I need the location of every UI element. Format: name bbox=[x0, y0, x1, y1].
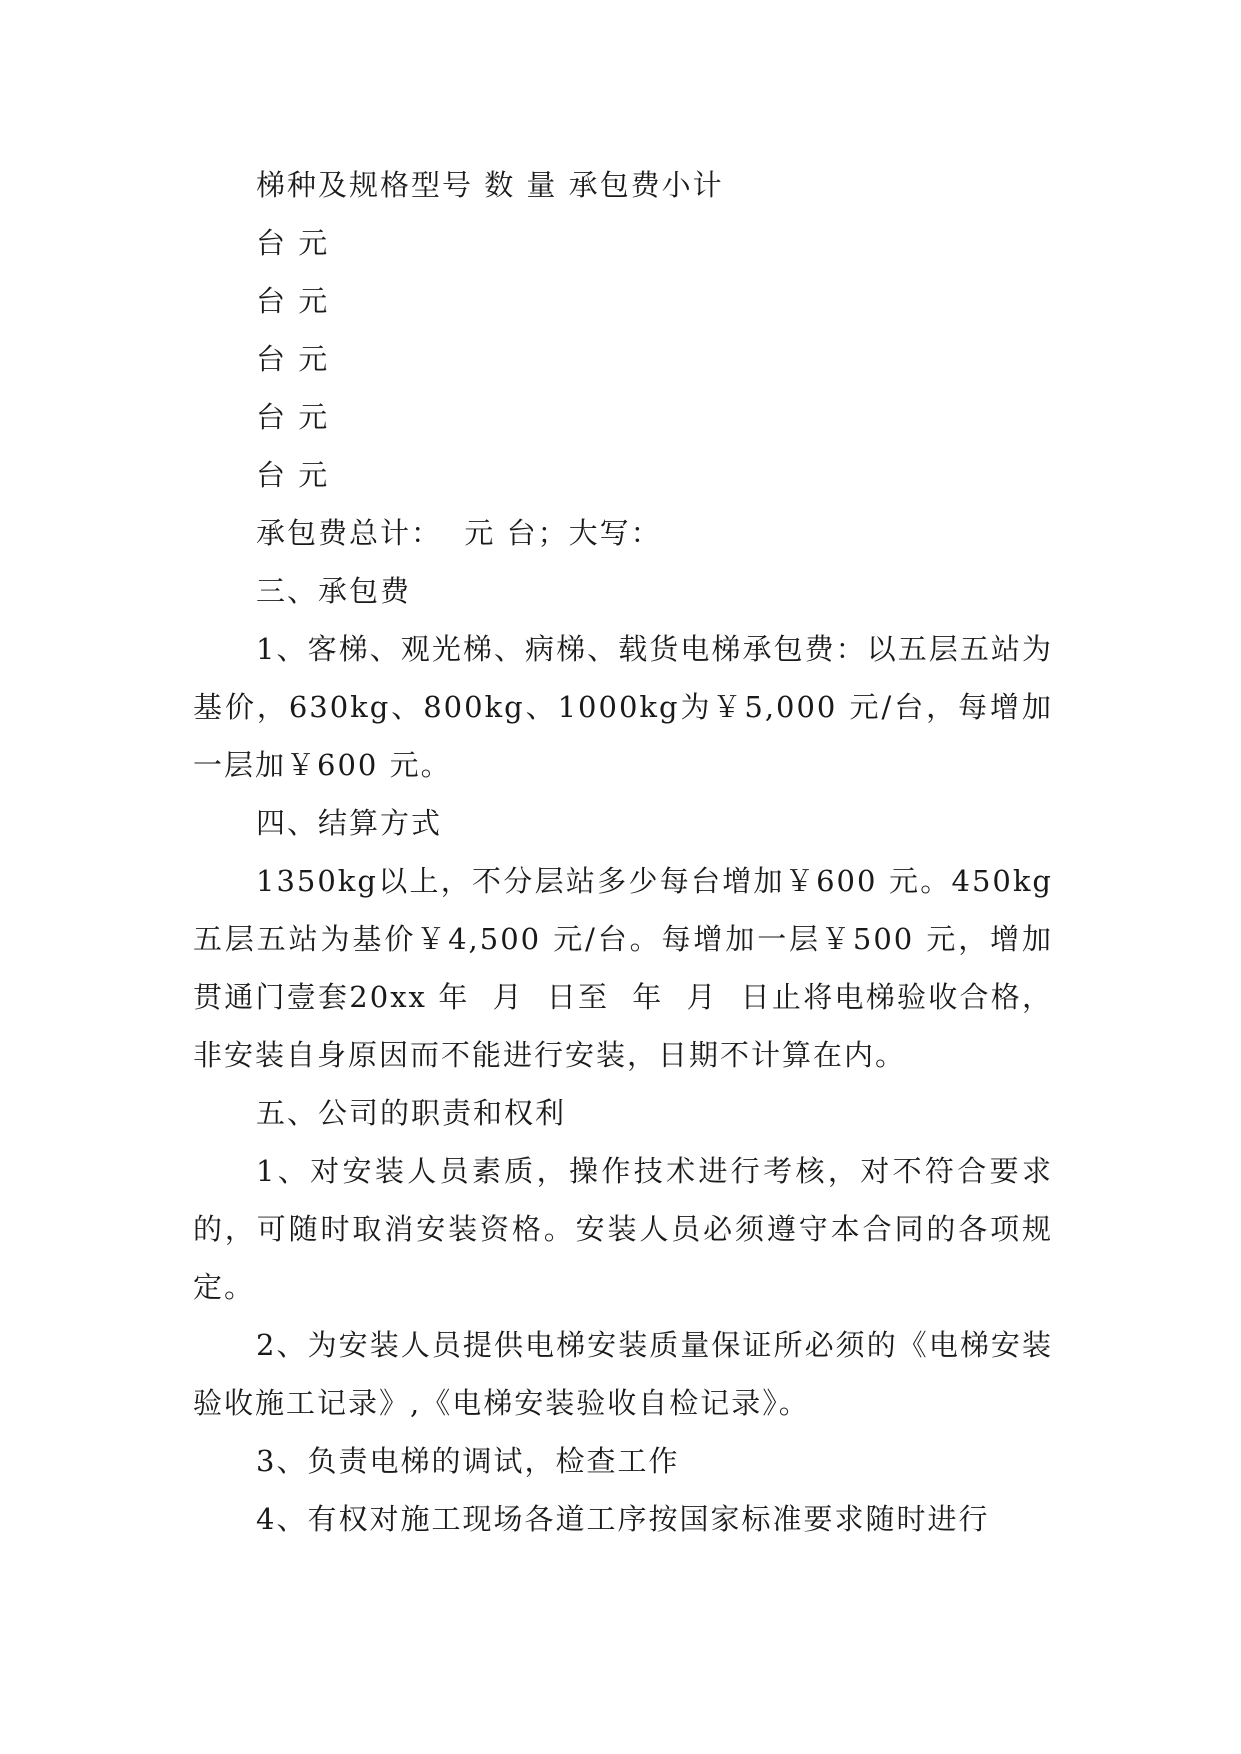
paragraph: 4、有权对施工现场各道工序按国家标准要求随时进行 bbox=[256, 1502, 990, 1536]
table-row-line: 台 元 bbox=[256, 284, 330, 318]
table-row-line: 台 元 bbox=[256, 458, 330, 492]
table-header-line: 梯种及规格型号 数 量 承包费小计 bbox=[256, 168, 724, 202]
section-heading: 四、结算方式 bbox=[256, 806, 443, 840]
document-body bbox=[193, 156, 1053, 1548]
table-row-line: 台 元 bbox=[256, 342, 330, 376]
table-row-line: 台 元 bbox=[256, 226, 330, 260]
paragraph: 1、对安装人员素质，操作技术进行考核，对不符合要求的，可随时取消安装资格。安装人员必须遵守本合同的各项规定。 bbox=[193, 1154, 1053, 1304]
paragraph: 1350kg以上，不分层站多少每台增加￥600 元。450kg五层五站为基价￥4,500 元/台。每增加一层￥500 元，增加贯通门壹套20xx 年 月 日至 年 月 日止将电梯验收合格，非安装自身原因而不能进行安装，日期不计算在内。 bbox=[193, 864, 1053, 1072]
paragraph: 2、为安装人员提供电梯安装质量保证所必须的《电梯安装验收施工记录》,《电梯安装验收自检记录》。 bbox=[193, 1328, 1053, 1420]
section-heading: 三、承包费 bbox=[256, 574, 412, 608]
paragraph: 1、客梯、观光梯、病梯、载货电梯承包费：以五层五站为基价，630kg、800kg、1000kg为￥5,000 元/台，每增加一层加￥600 元。 bbox=[193, 632, 1053, 782]
table-row-line: 台 元 bbox=[256, 400, 330, 434]
paragraph: 3、负责电梯的调试，检查工作 bbox=[256, 1444, 680, 1478]
total-line: 承包费总计： 元 台；大写： bbox=[256, 516, 662, 550]
section-heading: 五、公司的职责和权利 bbox=[256, 1096, 567, 1130]
